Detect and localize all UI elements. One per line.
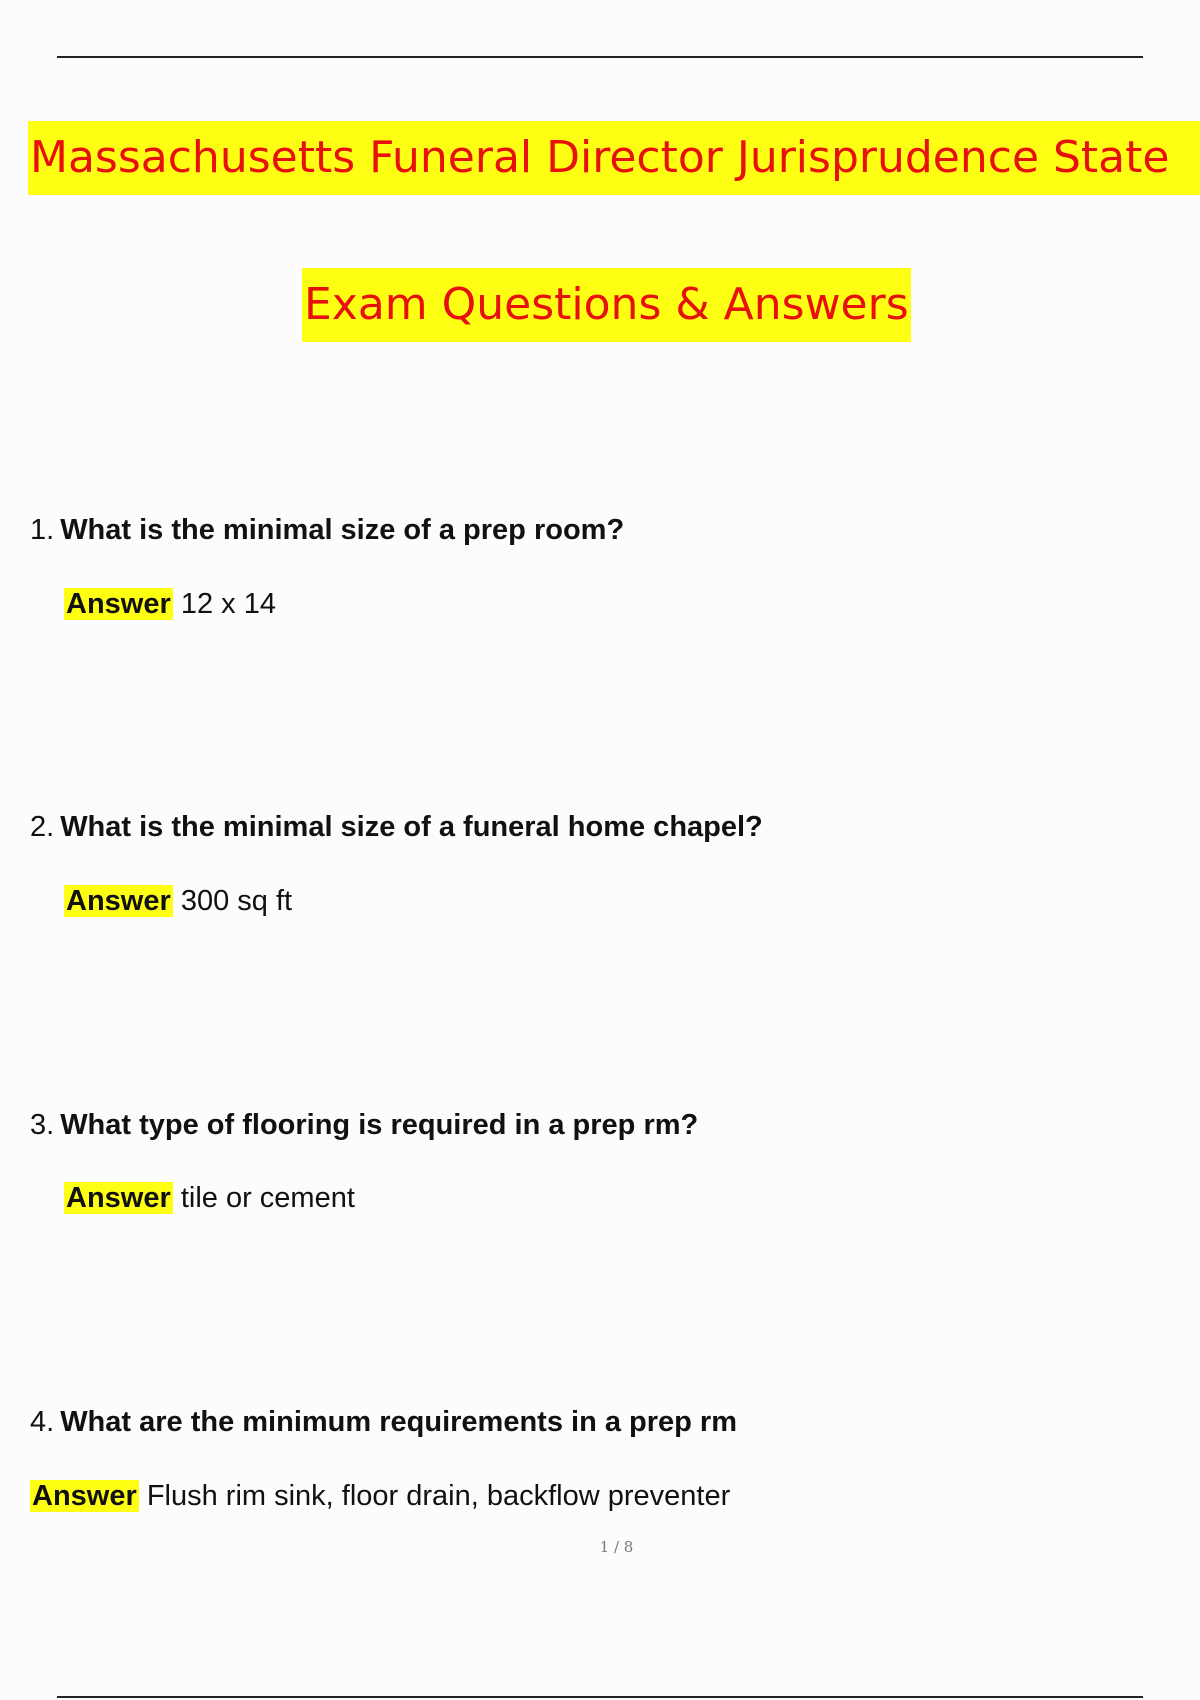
question-4 [30, 1402, 737, 1442]
question-number: 4. [30, 1406, 55, 1438]
bottom-rule [57, 1696, 1143, 1698]
page-number: 1 / 8 [599, 1538, 634, 1556]
question-1 [30, 510, 624, 550]
question-text: What is the minimal size of a funeral home chapel? [60, 811, 763, 843]
top-rule [57, 56, 1143, 58]
answer-4 [30, 1476, 730, 1516]
question-text: What type of flooring is required in a prep rm? [60, 1109, 699, 1141]
document-title-line-1: Massachusetts Funeral Director Jurisprudence State [28, 121, 1200, 195]
answer-1 [64, 584, 276, 624]
question-number: 1. [30, 514, 55, 546]
answer-label: Answer [32, 1480, 137, 1512]
question-number: 3. [30, 1109, 55, 1141]
answer-label: Answer [66, 1182, 171, 1214]
question-number: 2. [30, 811, 55, 843]
answer-label: Answer [66, 885, 171, 917]
question-2 [30, 807, 763, 847]
answer-text: 300 sq ft [180, 885, 293, 917]
question-text: What are the minimum requirements in a prep rm [60, 1406, 738, 1438]
document-title-line-2: Exam Questions & Answers [302, 268, 911, 342]
answer-label: Answer [66, 588, 171, 620]
answer-text: tile or cement [180, 1182, 355, 1214]
question-text: What is the minimal size of a prep room? [60, 514, 625, 546]
question-3 [30, 1105, 698, 1145]
answer-text: Flush rim sink, floor drain, backflow preventer [146, 1480, 731, 1512]
answer-2 [64, 881, 292, 921]
answer-text: 12 x 14 [180, 588, 276, 620]
answer-3 [64, 1178, 355, 1218]
